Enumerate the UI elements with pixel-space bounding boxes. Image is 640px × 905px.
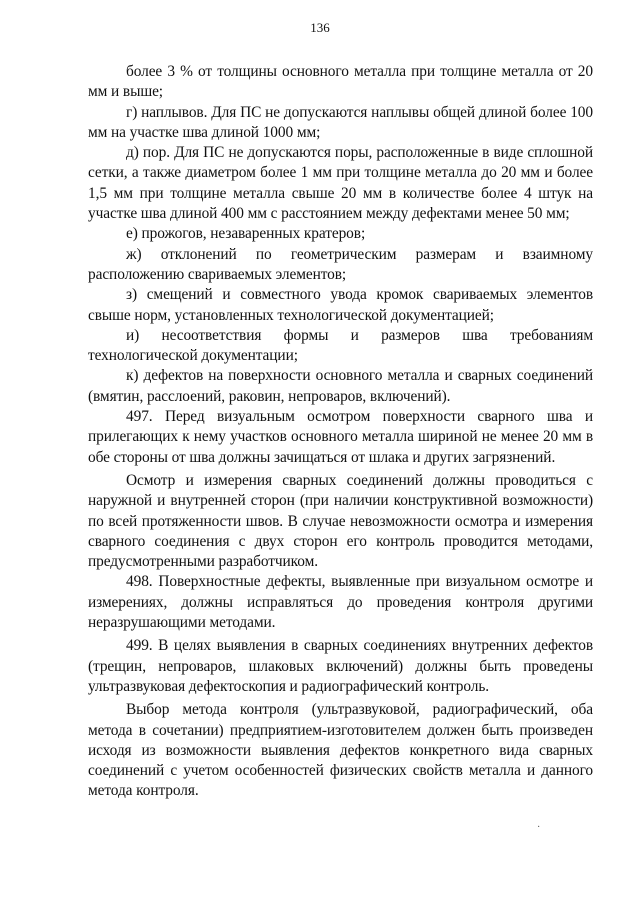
page-number: 136 (310, 20, 330, 35)
list-item-i: и) несоответствия формы и размеров шва требованиям технологической документации; (88, 326, 593, 365)
list-item-d: д) пор. Для ПС не допускаются поры, расположенные в виде сплошной сетки, а также диаметром более 1 мм при толщине металла до 20 мм и более 1,5 мм при толщине металла свыше 20 мм в количестве более 4 штук на участке шва длиной 400 мм с расстоянием между дефектами менее 50 мм; (88, 144, 593, 223)
list-item-g: г) наплывов. Для ПС не допускаются наплывы общей длиной более 100 мм на участке шва длиной 1000 мм; (88, 103, 593, 141)
list-item-z: з) смещений и совместного увода кромок свариваемых элементов свыше норм, установленных технологической документацией; (88, 286, 593, 324)
list-item-zh: ж) отклонений по геометрическим размерам и взаимному расположению свариваемых элементов; (88, 245, 593, 283)
paragraph-continuation: более 3 % от толщины основного металла при толщине металла от 20 мм и выше; (88, 63, 593, 101)
clause-497-inspection: Осмотр и измерения сварных соединений должны проводиться с наружной и внутренней сторон (при наличии конструктивной возможности) по всей протяженности швов. В случае невозможности осмотра и измерения сварного соединения с двух сторон его контроль проводится методами, предусмотренными разработчиком. (88, 471, 593, 571)
clause-499-method-choice: Выбор метода контроля (ультразвуковой, радиографический, оба метода в сочетании) предприятием-изготовителем должен быть произведен исходя из возможности выявления дефектов конкретного вида сварных соединений с учетом особенностей физических свойств металла и данного метода контроля. (88, 701, 593, 800)
list-item-e: е) прожогов, незаваренных кратеров; (126, 225, 366, 243)
scan-mark: · (537, 822, 541, 833)
list-item-k: к) дефектов на поверхности основного металла и сварных соединений (вмятин, расслоений, раковин, непроваров, включений). (88, 367, 593, 405)
clause-498: 498. Поверхностные дефекты, выявленные при визуальном осмотре и измерениях, должны исправляться до проведения контроля другими неразрушающими методами. (88, 573, 593, 632)
body-text (88, 62, 593, 802)
clause-497: 497. Перед визуальным осмотром поверхности сварного шва и прилегающих к нему участков основного металла шириной не менее 20 мм в обе стороны от шва должны зачищаться от шлака и других загрязнений. (88, 408, 593, 466)
clause-499: 499. В целях выявления в сварных соединениях внутренних дефектов (трещин, непроваров, шлаковых включений) должны быть проведены ультразвуковая дефектоскопия и радиографический контроль. (88, 637, 593, 695)
